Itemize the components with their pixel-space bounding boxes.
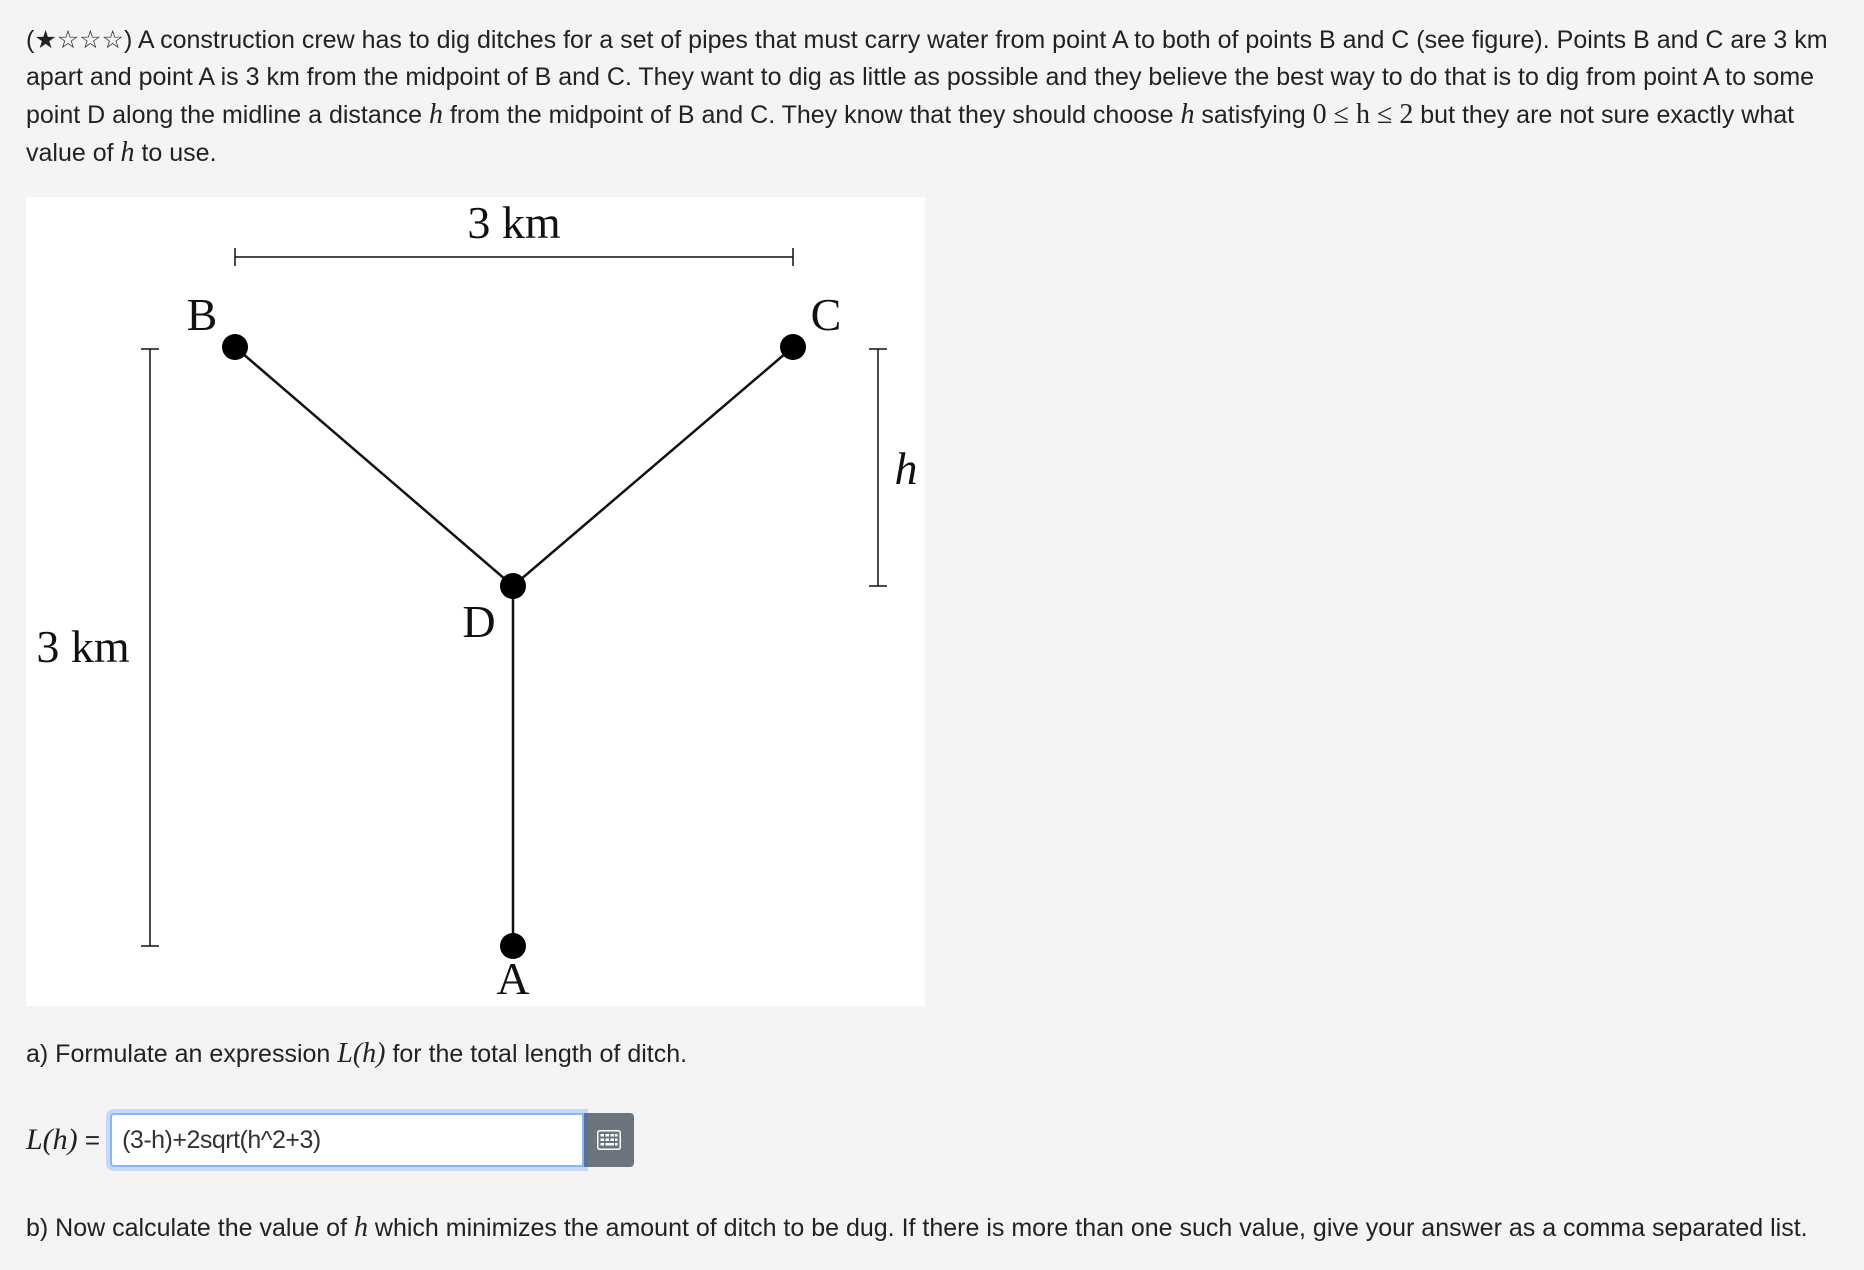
answer-input-wrapper [110,1113,584,1167]
math-var-h: h [353,1212,368,1243]
pipe-figure [26,197,925,1006]
intro-text-5: to use. [134,139,217,167]
point-c-label: C [810,289,842,340]
math-var-h: h [429,99,444,130]
math-expr-l-of-h: L(h) [337,1038,386,1069]
top-dimension [235,248,793,266]
intro-text-2: from the midpoint of B and C. They know that they should choose [443,101,1181,129]
answer-label-equals: = [77,1125,101,1155]
top-dimension-label: 3 km [467,197,561,248]
point-b [222,334,248,360]
h-dimension-label: h [894,443,918,494]
pipe-diagram [26,197,925,1006]
math-inequality: 0 ≤ h ≤ 2 [1312,99,1414,130]
part-b-prompt [26,1208,1808,1248]
answer-row [26,1112,634,1168]
intro-text-1: A construction crew has to dig ditches for a set of pipes that must carry water from point A to both of points B and C (see figure). Points B and C are 3 km apart and point A is 3 km from the midpoint of B and C. They want to dig as little as possible and they believe the best way to do that is to dig from point A to some point D along the midline a distance [26,26,1828,129]
question-intro [26,22,1854,172]
answer-label-math: L(h) [26,1123,78,1156]
point-c [780,334,806,360]
part-b-text-1: b) Now calculate the value of [26,1214,354,1242]
part-a-prompt [26,1034,687,1074]
part-a-text-2: for the total length of ditch. [385,1040,688,1068]
part-b-text-2: which minimizes the amount of ditch to be dug. If there is more than one such value, give your answer as a comma separated list. [367,1214,1808,1242]
pipe-lines [235,347,793,946]
point-d [500,573,526,599]
answer-label [26,1123,100,1157]
difficulty-rating: (★☆☆☆) [26,26,133,54]
part-a-text-1: a) Formulate an expression [26,1040,338,1068]
point-a-label: A [496,953,530,1004]
calculator-button[interactable] [584,1113,634,1167]
point-d-label: D [462,596,496,647]
math-var-h: h [120,137,135,168]
left-dimension [141,349,159,946]
intro-text-4: but they are not sure exactly what value of [26,101,1795,167]
pipe-c-d [513,347,793,586]
intro-text-3: satisfying [1194,101,1313,129]
point-b-label: B [186,289,218,340]
pipe-b-d [235,347,513,586]
math-var-h: h [1180,99,1195,130]
calculator-icon [597,1130,621,1150]
h-dimension [869,349,887,586]
answer-input[interactable] [112,1115,582,1165]
left-dimension-label: 3 km [36,621,130,672]
